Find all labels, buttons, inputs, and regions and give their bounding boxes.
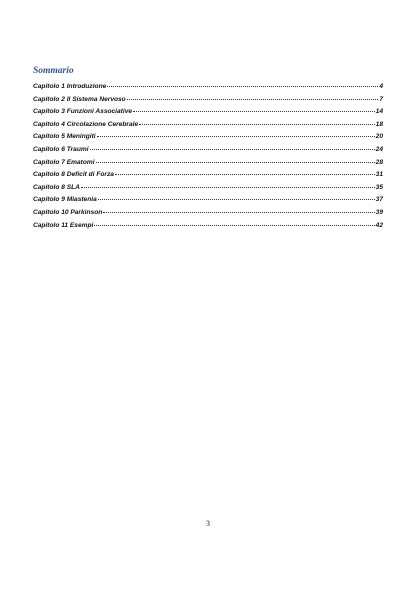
toc-entry[interactable]: [33, 119, 383, 132]
toc-entry-page: 28: [375, 158, 383, 166]
toc-entry-label: Capitolo 6 Traumi: [33, 145, 89, 153]
page-number: 3: [206, 519, 210, 528]
toc-entry[interactable]: [33, 81, 383, 94]
toc-entry-label: Capitolo 9 Miastenia: [33, 196, 97, 204]
toc-entry[interactable]: [33, 182, 383, 195]
toc-entry-page: 14: [375, 108, 383, 116]
toc-entry[interactable]: [33, 144, 383, 157]
toc-entry-page: 35: [375, 183, 383, 191]
dot-leader: [127, 98, 379, 100]
toc-entry-label: Capitolo 4 Circolazione Cerebrale: [33, 120, 139, 128]
dot-leader: [90, 148, 375, 150]
toc-entry-page: 24: [375, 145, 383, 153]
toc-entry-label: Capitolo 1 Introduzione: [33, 83, 107, 90]
toc-entry-label: Capitolo 5 Meningiti: [33, 133, 96, 141]
toc-entry-page: 20: [375, 133, 383, 141]
toc-entry[interactable]: [33, 157, 383, 170]
toc-entry-label: Capitolo 8 SLA: [33, 183, 80, 191]
table-of-contents: [33, 81, 383, 232]
dot-leader: [94, 224, 374, 226]
toc-entry-page: 37: [375, 196, 383, 204]
toc-entry[interactable]: [33, 131, 383, 144]
dot-leader: [98, 198, 375, 200]
dot-leader: [115, 173, 375, 175]
toc-entry-page: 18: [375, 120, 383, 128]
dot-leader: [133, 110, 375, 112]
dot-leader: [96, 161, 375, 163]
toc-entry-page: 42: [375, 221, 383, 229]
dot-leader: [107, 85, 378, 87]
toc-entry-label: Capitolo 7 Ematomi: [33, 158, 95, 166]
toc-entry-label: Capitolo 11 Esempi: [33, 221, 94, 229]
toc-entry-page: 4: [379, 83, 383, 90]
dot-leader: [97, 135, 375, 137]
toc-entry-label: Capitolo 2 Il Sistema Nervoso: [33, 95, 126, 103]
toc-entry[interactable]: [33, 94, 383, 107]
toc-entry-label: Capitolo 10 Parkinson: [33, 208, 103, 216]
toc-entry-page: 7: [379, 95, 383, 103]
dot-leader: [81, 186, 375, 188]
toc-entry[interactable]: [33, 106, 383, 119]
dot-leader: [139, 123, 374, 125]
toc-entry[interactable]: [33, 220, 383, 233]
toc-entry[interactable]: [33, 207, 383, 220]
toc-entry-page: 31: [375, 171, 383, 179]
toc-entry[interactable]: [33, 169, 383, 182]
toc-title: Sommario: [33, 66, 74, 76]
toc-entry-page: 39: [375, 208, 383, 216]
dot-leader: [103, 211, 374, 213]
toc-entry-label: Capitolo 8 Deficit di Forza: [33, 171, 114, 179]
toc-entry[interactable]: [33, 194, 383, 207]
toc-entry-label: Capitolo 3 Funzioni Associative: [33, 108, 133, 116]
